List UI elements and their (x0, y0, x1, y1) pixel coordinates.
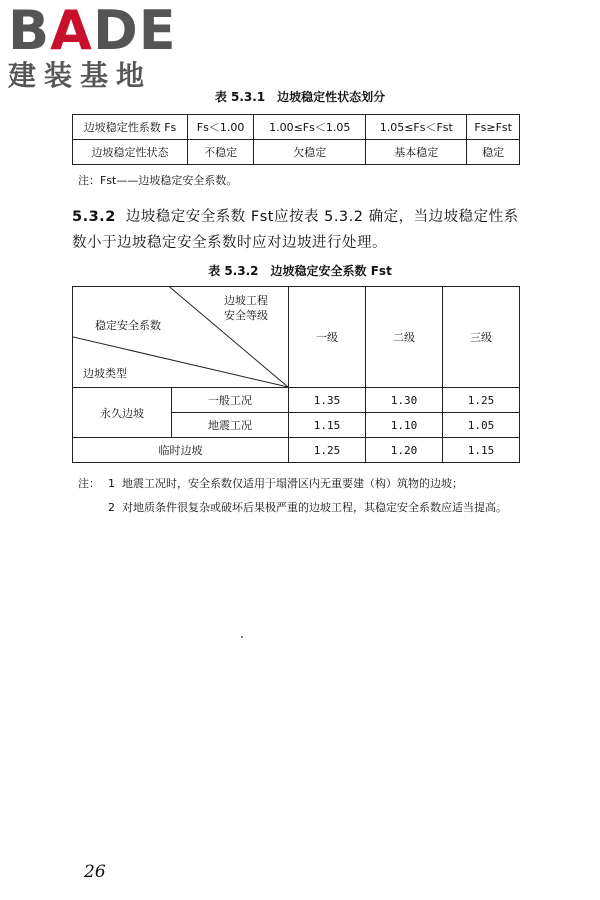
grade-header: 一级 (289, 287, 366, 388)
stray-dot (241, 636, 243, 638)
table-cell: 基本稳定 (366, 140, 467, 165)
header-slope-type: 边坡类型 (83, 367, 127, 380)
table-cell: Fs≥Fst (467, 115, 520, 140)
table-cell: 1.25 (443, 388, 520, 413)
temporary-slope-label: 临时边坡 (73, 438, 289, 463)
notes-prefix: 注： (78, 477, 100, 490)
table-row (73, 388, 520, 413)
table-cell: 1.15 (443, 438, 520, 463)
table-cell: 1.05 (443, 413, 520, 438)
table-cell: 欠稳定 (254, 140, 366, 165)
brand-logo (8, 0, 177, 92)
table-row (73, 287, 520, 388)
table-cell: 1.25 (289, 438, 366, 463)
safety-factor-table (72, 286, 520, 463)
logo-tagline: 建装基地 (8, 59, 153, 92)
header-safety-grade: 边坡工程 安全等级 (224, 294, 268, 322)
note-item: 2 对地质条件很复杂或破坏后果极严重的边坡工程，其稳定安全系数应适当提高。 (108, 501, 507, 514)
condition-label: 地震工况 (172, 413, 289, 438)
table-cell: 1.00≤Fs＜1.05 (254, 115, 366, 140)
table-row (73, 438, 520, 463)
grade-header: 三级 (443, 287, 520, 388)
diagonal-header-cell (73, 287, 289, 388)
clause-5-3-2: 5.3.2 边坡稳定安全系数 Fst应按表 5.3.2 确定，当边坡稳定性系数小于边坡稳定安全系数时应对边坡进行处理。 (72, 209, 519, 251)
table-cell: 1.35 (289, 388, 366, 413)
table-cell: 1.30 (366, 388, 443, 413)
permanent-slope-label: 永久边坡 (73, 388, 172, 438)
table-cell: 1.15 (289, 413, 366, 438)
condition-label: 一般工况 (172, 388, 289, 413)
stability-state-table (72, 114, 520, 165)
note-item: 1 地震工况时，安全系数仅适用于塌滑区内无重要建（构）筑物的边坡； (108, 477, 463, 490)
header-safety-factor: 稳定安全系数 (95, 319, 161, 332)
table-note: 注：Fst——边坡稳定安全系数。 (78, 174, 238, 187)
table-cell: Fs＜1.00 (188, 115, 254, 140)
grade-header: 二级 (366, 287, 443, 388)
logo-wordmark: BADE (8, 0, 177, 62)
table-cell: 1.05≤Fs＜Fst (366, 115, 467, 140)
table-5-3-2-caption: 表 5.3.2 边坡稳定安全系数 Fst (208, 264, 392, 278)
row-header: 边坡稳定性系数 Fs (73, 115, 188, 140)
page-number: 26 (84, 862, 106, 882)
table-row (73, 140, 520, 165)
table-cell: 不稳定 (188, 140, 254, 165)
row-header: 边坡稳定性状态 (73, 140, 188, 165)
table-row (73, 115, 520, 140)
table-cell: 稳定 (467, 140, 520, 165)
table-5-3-1-caption: 表 5.3.1 边坡稳定性状态划分 (214, 90, 386, 104)
table-cell: 1.10 (366, 413, 443, 438)
table-cell: 1.20 (366, 438, 443, 463)
